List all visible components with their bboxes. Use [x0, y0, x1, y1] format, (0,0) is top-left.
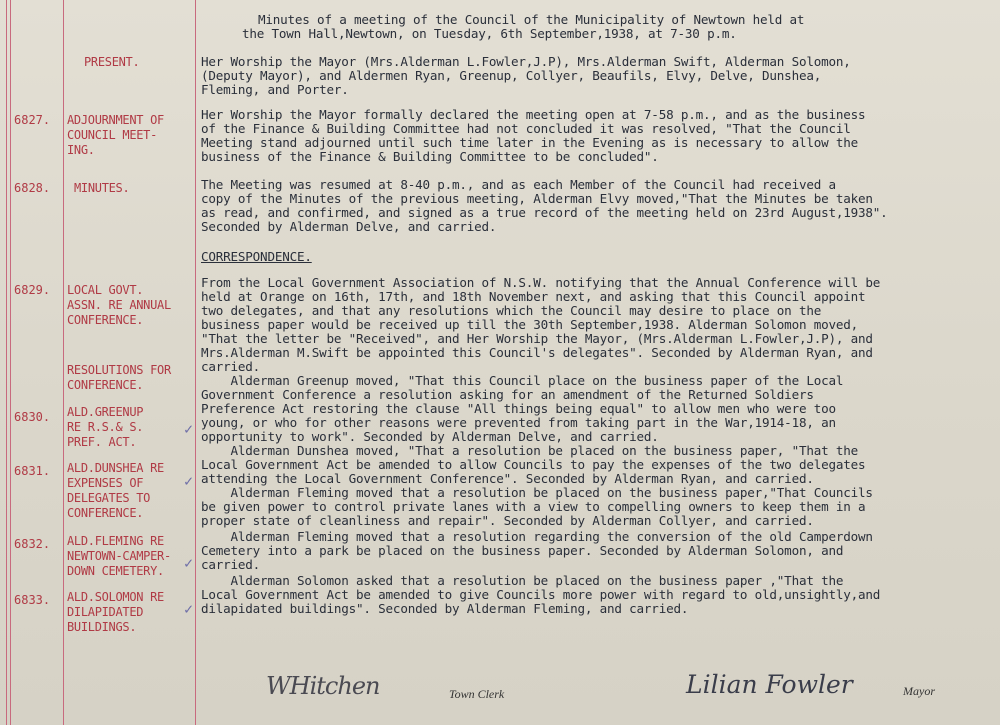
margin-note: NEWTOWN-CAMPER- [67, 549, 171, 563]
title-line: Minutes of a meeting of the Council of the Municipality of Newtown held at [258, 12, 805, 27]
margin-rule [6, 0, 7, 725]
margin-note: ADJOURNMENT OF [67, 113, 164, 127]
margin-rule [63, 0, 64, 725]
minute-line: Seconded by Alderman Delve, and carried. [201, 219, 497, 234]
minute-line: The Meeting was resumed at 8-40 p.m., and as each Member of the Council had received a [201, 177, 836, 192]
minute-line: Mrs.Alderman M.Swift be appointed this Council's delegates". Seconded by Alderman Ryan, and [201, 345, 873, 360]
minute-number: 6827. [14, 113, 51, 127]
minute-line: Alderman Solomon asked that a resolution be placed on the business paper ,"That the [201, 573, 844, 588]
minute-line: "That the letter be "Received", and Her Worship the Mayor, (Mrs.Alderman L.Fowler,J.P), and [201, 331, 873, 346]
margin-note: COUNCIL MEET- [67, 128, 158, 142]
minute-line: business paper would be received up till the 30th September,1938. Alderman Solomon moved, [201, 317, 859, 332]
minute-line: young, or who for other reasons were prevented from taking part in the War,1914-18, an [201, 415, 836, 430]
check-mark-icon: ✓ [184, 472, 194, 490]
minute-number: 6831. [14, 464, 51, 478]
minute-line: Alderman Fleming moved that a resolution regarding the conversion of the old Camperdown [201, 529, 873, 544]
minute-line: Preference Act restoring the clause "All things being equal" to allow men who were too [201, 401, 836, 416]
margin-note: CONFERENCE. [67, 378, 144, 392]
margin-note: RESOLUTIONS FOR [67, 363, 171, 377]
margin-note: CONFERENCE. [67, 506, 144, 520]
minute-number: 6832. [14, 537, 51, 551]
minute-line: carried. [201, 557, 261, 572]
minute-line: proper state of cleanliness and repair". Seconded by Alderman Collyer, and carried. [201, 513, 814, 528]
check-mark-icon: ✓ [184, 420, 194, 438]
check-mark-icon: ✓ [184, 600, 194, 618]
present-line: Her Worship the Mayor (Mrs.Alderman L.Fowler,J.P), Mrs.Alderman Swift, Alderman Solomon, [201, 54, 851, 69]
margin-note: BUILDINGS. [67, 620, 137, 634]
minute-line: held at Orange on 16th, 17th, and 18th November next, and asking that this Council appoint [201, 289, 866, 304]
minute-line: Cemetery into a park be placed on the business paper. Seconded by Alderman Solomon, and [201, 543, 844, 558]
margin-note: ALD.FLEMING RE [67, 534, 164, 548]
minute-line: of the Finance & Building Committee had not concluded it was resolved, "That the Council [201, 121, 851, 136]
minute-line: as read, and confirmed, and signed as a true record of the meeting held on 23rd August,1938". [201, 205, 888, 220]
minute-line: Local Government Act be amended to allow Councils to pay the expenses of the two delegates [201, 457, 866, 472]
margin-note: ASSN. RE ANNUAL [67, 298, 171, 312]
minute-line: Meeting stand adjourned until such time later in the Evening as is necessary to allow the [201, 135, 859, 150]
minute-line: Alderman Greenup moved, "That this Council place on the business paper of the Local [201, 373, 844, 388]
minute-line: two delegates, and that any resolutions which the Council may desire to place on the [201, 303, 822, 318]
present-line: Fleming, and Porter. [201, 82, 349, 97]
town-clerk-label: Town Clerk [449, 687, 505, 701]
check-mark-icon: ✓ [184, 554, 194, 572]
margin-rule [10, 0, 11, 725]
present-line: (Deputy Mayor), and Aldermen Ryan, Greenup, Collyer, Beaufils, Elvy, Delve, Dunshea, [201, 68, 822, 83]
minute-line: Alderman Fleming moved that a resolution be placed on the business paper,"That Councils [201, 485, 873, 500]
margin-note: DOWN CEMETERY. [67, 564, 164, 578]
minute-line: Alderman Dunshea moved, "That a resolution be placed on the business paper, "That the [201, 443, 859, 458]
mayor-signature: Lilian Fowler [686, 670, 853, 699]
present-label: PRESENT. [84, 55, 140, 69]
title-line: the Town Hall,Newtown, on Tuesday, 6th September,1938, at 7-30 p.m. [242, 26, 737, 41]
margin-note: PREF. ACT. [67, 435, 137, 449]
minute-line: opportunity to work". Seconded by Alderman Delve, and carried. [201, 429, 659, 444]
minute-line: Her Worship the Mayor formally declared the meeting open at 7-58 p.m., and as the business [201, 107, 866, 122]
minute-line: Government Conference a resolution asking for an amendment of the Returned Soldiers [201, 387, 814, 402]
margin-note: LOCAL GOVT. [67, 283, 144, 297]
margin-note: DILAPIDATED [67, 605, 144, 619]
margin-note: CONFERENCE. [67, 313, 144, 327]
margin-rule [195, 0, 196, 725]
minute-line: From the Local Government Association of N.S.W. notifying that the Annual Conference will be [201, 275, 881, 290]
minute-number: 6829. [14, 283, 51, 297]
minute-number: 6830. [14, 410, 51, 424]
section-heading: CORRESPONDENCE. [201, 249, 312, 264]
margin-note: EXPENSES OF [67, 476, 144, 490]
margin-note: MINUTES. [74, 181, 130, 195]
minute-line: carried. [201, 359, 261, 374]
margin-note: ALD.DUNSHEA RE [67, 461, 164, 475]
margin-note: ALD.GREENUP [67, 405, 144, 419]
margin-note: ING. [67, 143, 95, 157]
minute-line: attending the Local Government Conference". Seconded by Alderman Ryan, and carried. [201, 471, 814, 486]
mayor-label: Mayor [903, 684, 935, 698]
minute-number: 6828. [14, 181, 51, 195]
minute-line: dilapidated buildings". Seconded by Alderman Fleming, and carried. [201, 601, 689, 616]
minute-line: Local Government Act be amended to give Councils more power with regard to old,unsightly,and [201, 587, 881, 602]
margin-note: DELEGATES TO [67, 491, 151, 505]
town-clerk-signature: WHitchen [266, 672, 380, 700]
minute-line: copy of the Minutes of the previous meeting, Alderman Elvy moved,"That the Minutes be taken [201, 191, 873, 206]
minute-number: 6833. [14, 593, 51, 607]
margin-note: ALD.SOLOMON RE [67, 590, 164, 604]
minute-line: business of the Finance & Building Committee to be concluded". [201, 149, 659, 164]
minute-line: be given power to control private lanes with a view to compelling owners to keep them in a [201, 499, 866, 514]
margin-note: RE R.S.& S. [67, 420, 144, 434]
